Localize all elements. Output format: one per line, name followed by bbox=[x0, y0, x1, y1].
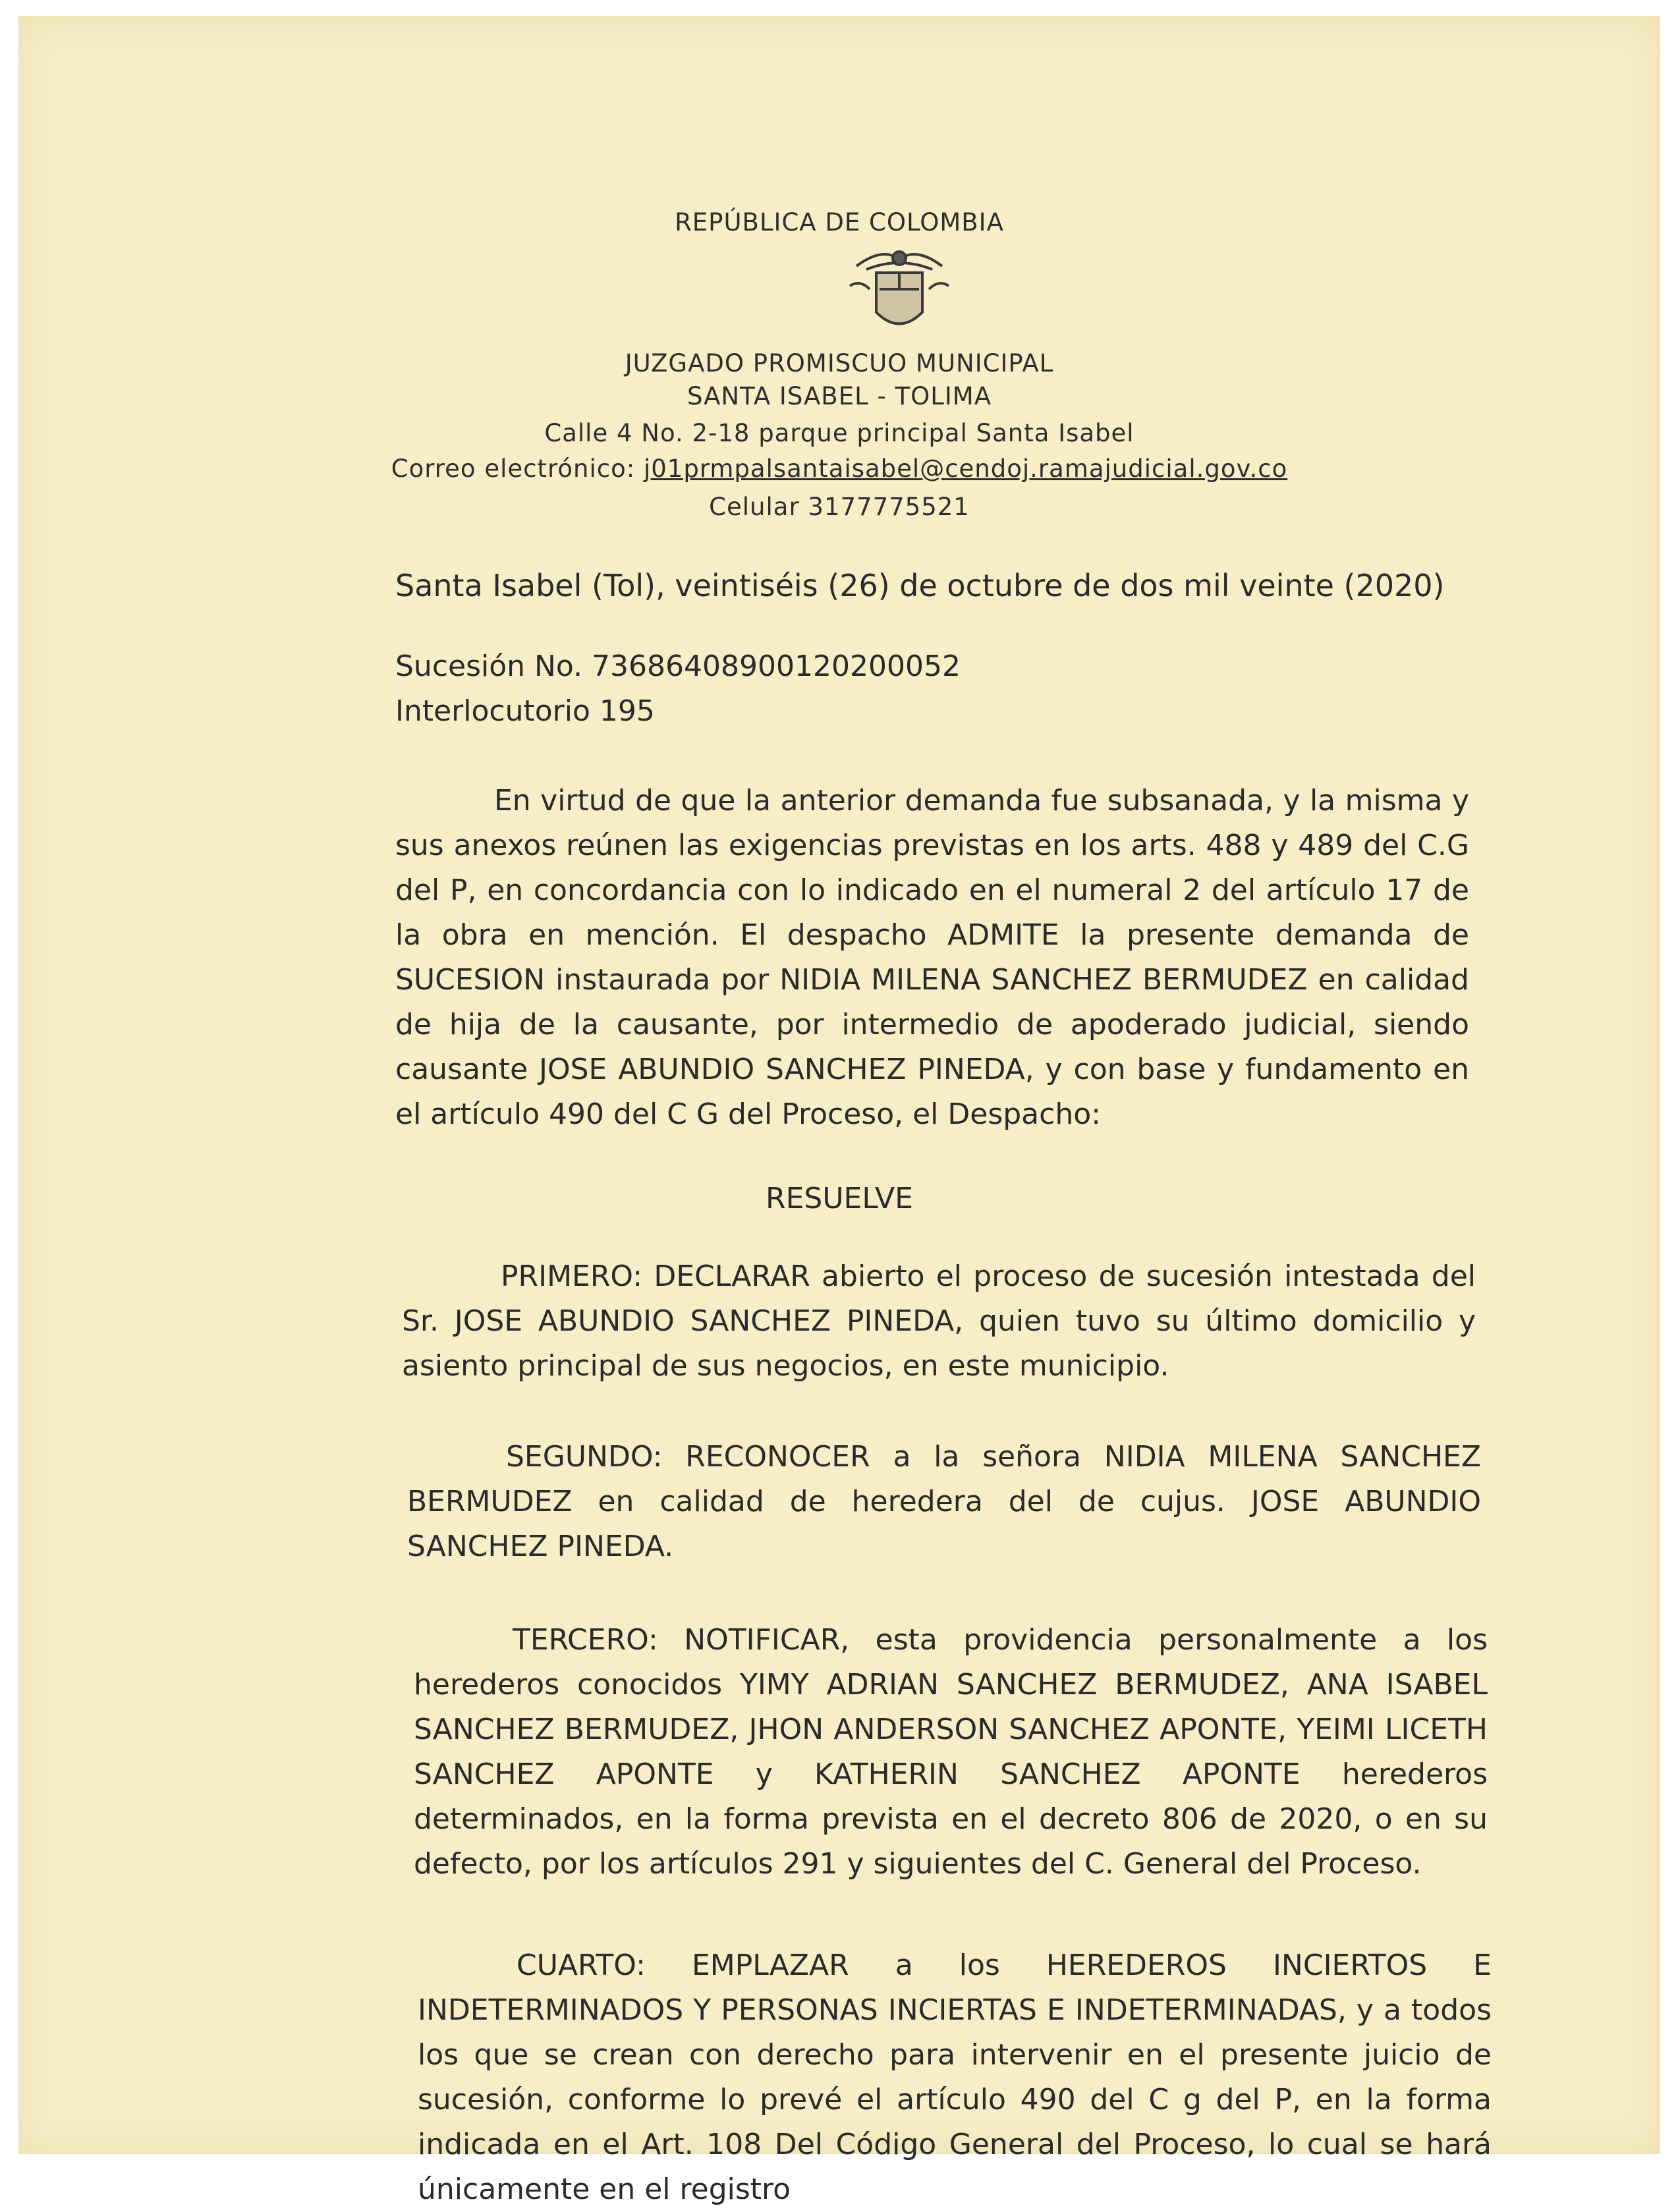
court-address: Calle 4 No. 2-18 parque principal Santa Isabel bbox=[544, 419, 1134, 447]
intro-paragraph: En virtud de que la anterior demanda fue subsanada, y la misma y sus anexos reúnen las exigencias previstas en los arts. 488 y 489 del C.G del P, en concordancia con lo indicado en el numeral 2 del artículo 17 de la obra en mención. El despacho ADMITE la presente demanda de SUCESION instaurada por NIDIA MILENA SANCHEZ BERMUDEZ en calidad de hija de la causante, por intermedio de apoderado judicial, siendo causante JOSE ABUNDIO SANCHEZ PINEDA, y con base y fundamento en el artículo 490 del C G del Proceso, el Despacho: bbox=[395, 784, 1469, 1131]
court-email-line bbox=[18, 455, 1660, 483]
resolution-cuarto: CUARTO: EMPLAZAR a los HEREDEROS INCIERTOS E INDETERMINADOS Y PERSONAS INCIERTAS E INDETERMINADAS, y a todos los que se crean con derecho para intervenir en el presente juicio de sucesión, conforme lo prevé el artículo 490 del C g del P, en la forma indicada en el Art. 108 Del Código General del Proceso, lo cual se hará únicamente en el registro bbox=[418, 1949, 1492, 2206]
resolution-tercero: TERCERO: NOTIFICAR, esta providencia personalmente a los herederos conocidos YIMY ADRIAN SANCHEZ BERMUDEZ, ANA ISABEL SANCHEZ BERMUDEZ, JHON ANDERSON SANCHEZ APONTE, YEIMI LICETH SANCHEZ APONTE y KATHERIN SANCHEZ APONTE herederos determinados, en la forma prevista en el decreto 806 de 2020, o en su defecto, por los artículos 291 y siguientes del C. General del Proceso. bbox=[414, 1623, 1488, 1881]
colombia-coat-of-arms-icon bbox=[843, 240, 955, 339]
court-city: SANTA ISABEL - TOLIMA bbox=[686, 382, 992, 410]
document-page bbox=[18, 16, 1660, 2206]
email-link[interactable]: j01prmpalsantaisabel@cendoj.ramajudicial.gov.co bbox=[643, 455, 1288, 483]
case-number: Sucesión No. 73686408900120200052 bbox=[395, 650, 961, 683]
resolution-primero: PRIMERO: DECLARAR abierto el proceso de sucesión intestada del Sr. JOSE ABUNDIO SANCHEZ PINEDA, quien tuvo su último domicilio y asiento principal de sus negocios, en este municipio. bbox=[402, 1259, 1476, 1383]
date-line: Santa Isabel (Tol), veintiséis (26) de octubre de dos mil veinte (2020) bbox=[395, 568, 1445, 603]
email-label: Correo electrónico: bbox=[391, 455, 644, 483]
country-name: REPÚBLICA DE COLOMBIA bbox=[675, 208, 1004, 236]
resolves-heading: RESUELVE bbox=[766, 1182, 913, 1215]
court-phone: Celular 3177775521 bbox=[709, 493, 970, 521]
court-name: JUZGADO PROMISCUO MUNICIPAL bbox=[625, 349, 1054, 377]
resolution-segundo: SEGUNDO: RECONOCER a la señora NIDIA MILENA SANCHEZ BERMUDEZ en calidad de heredera del de cujus. JOSE ABUNDIO SANCHEZ PINEDA. bbox=[407, 1440, 1481, 1563]
interlocutory-number: Interlocutorio 195 bbox=[395, 694, 655, 728]
